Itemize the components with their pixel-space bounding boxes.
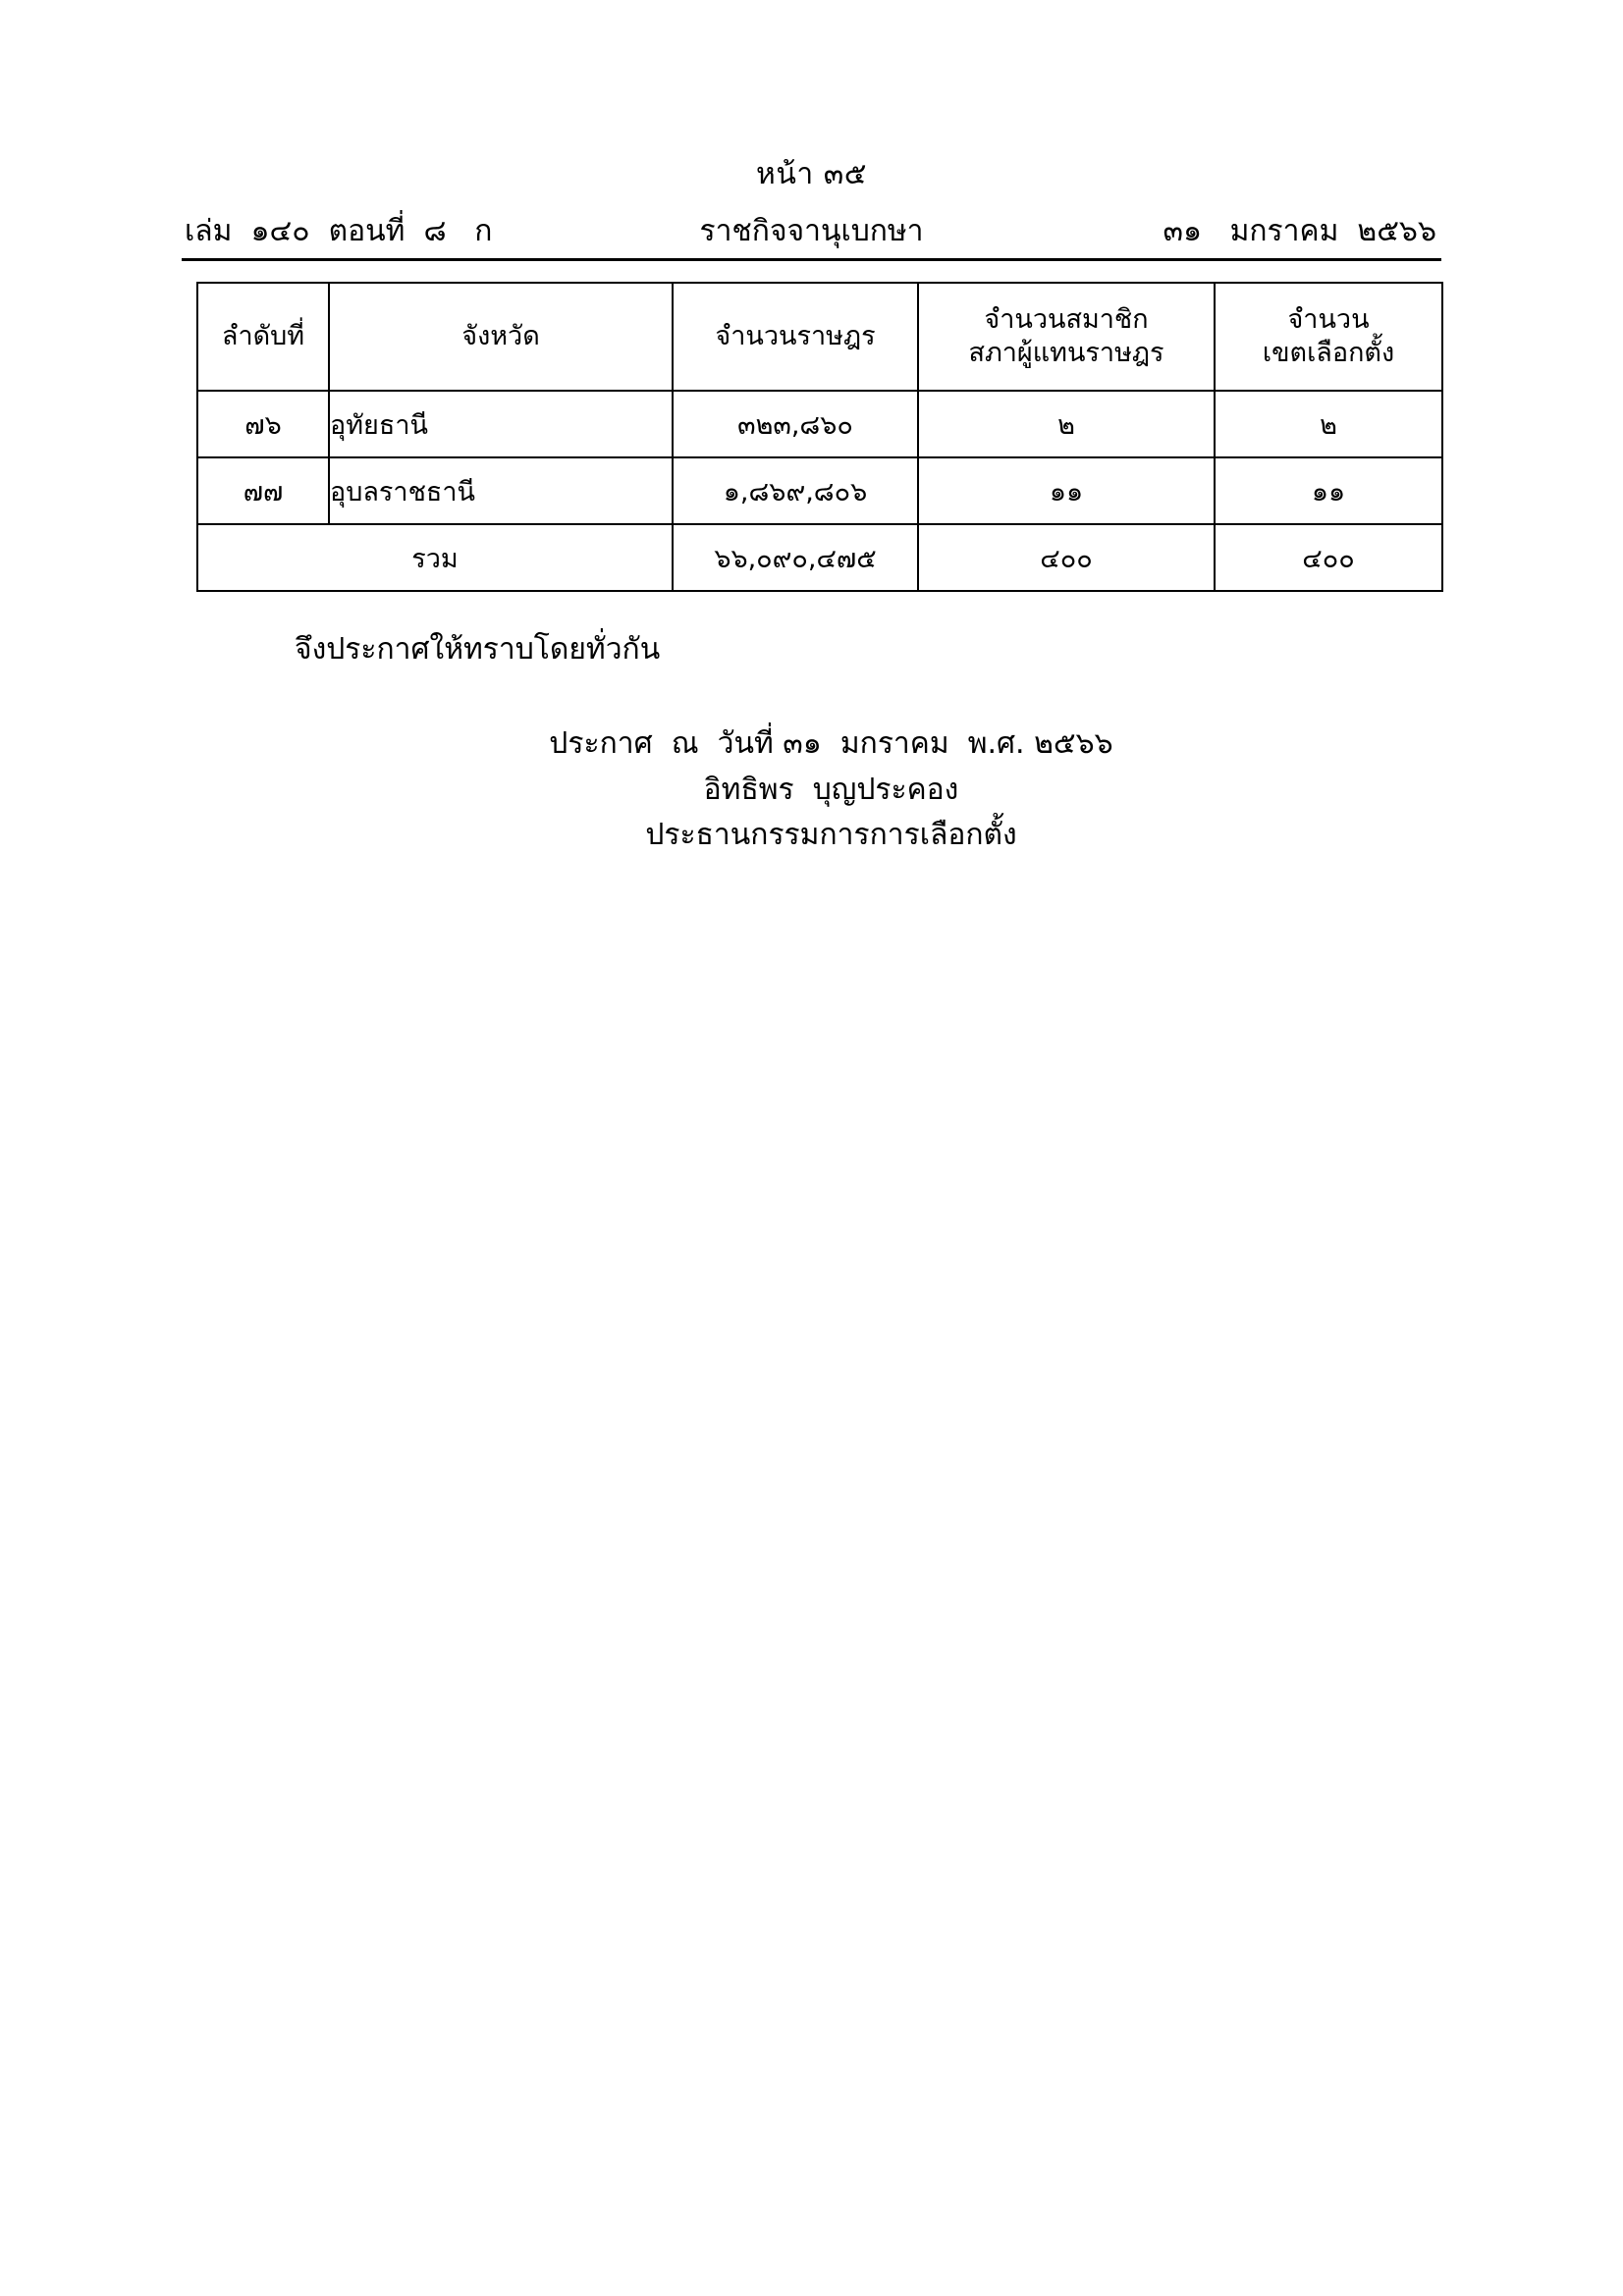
table-row: [197, 391, 1442, 457]
cell-total-mps: ๔๐๐: [918, 524, 1215, 591]
column-header-province: จังหวัด: [329, 283, 673, 391]
publication-date: ๓๑ มกราคม ๒๕๖๖: [1163, 214, 1436, 248]
header-row: [0, 208, 1623, 249]
table-body: [197, 391, 1442, 591]
cell-districts: ๒: [1215, 391, 1442, 457]
cell-mps: ๒: [918, 391, 1215, 457]
cell-total-label: รวม: [197, 524, 673, 591]
volume-label: เล่ม ๑๔๐ ตอนที่ ๘ ก: [185, 214, 493, 248]
cell-province: อุทัยธานี: [329, 391, 673, 457]
page-number-label: หน้า ๓๕: [756, 157, 867, 191]
column-header-districts-line1: จำนวน: [1287, 304, 1370, 336]
page-header: [0, 157, 1623, 249]
table-head: [197, 283, 1442, 391]
gazette-name: ราชกิจจานุเบกษา: [699, 214, 924, 248]
column-header-population: จำนวนราษฎร: [673, 283, 918, 391]
column-header-mps: [918, 283, 1215, 391]
cell-no: ๗๖: [197, 391, 329, 457]
column-header-mps-line1: จำนวนสมาชิก: [984, 304, 1149, 336]
table-header-row: [197, 283, 1442, 391]
cell-mps: ๑๑: [918, 457, 1215, 524]
allocation-table-container: [196, 282, 1432, 592]
header-divider: [182, 258, 1441, 261]
allocation-table: [196, 282, 1443, 592]
signature-block: [0, 721, 1623, 859]
column-header-districts-line2: เขตเลือกตั้ง: [1262, 338, 1395, 368]
column-header-mps-line2: สภาผู้แทนราษฎร: [968, 338, 1164, 368]
cell-population: ๑,๘๖๙,๘๐๖: [673, 457, 918, 524]
cell-districts: ๑๑: [1215, 457, 1442, 524]
notice-paragraph: จึงประกาศให้ทราบโดยทั่วกัน: [295, 632, 661, 667]
cell-population: ๓๒๓,๘๖๐: [673, 391, 918, 457]
announcement-date: ประกาศ ณ วันที่ ๓๑ มกราคม พ.ศ. ๒๕๖๖: [549, 726, 1113, 761]
table-row: [197, 457, 1442, 524]
cell-no: ๗๗: [197, 457, 329, 524]
cell-total-districts: ๔๐๐: [1215, 524, 1442, 591]
cell-total-population: ๖๖,๐๙๐,๔๗๕: [673, 524, 918, 591]
table-total-row: [197, 524, 1442, 591]
cell-province: อุบลราชธานี: [329, 457, 673, 524]
signer-title: ประธานกรรมการการเลือกตั้ง: [645, 818, 1017, 852]
column-header-districts: [1215, 283, 1442, 391]
column-header-no: ลำดับที่: [197, 283, 329, 391]
signer-name: อิทธิพร บุญประคอง: [703, 772, 959, 807]
